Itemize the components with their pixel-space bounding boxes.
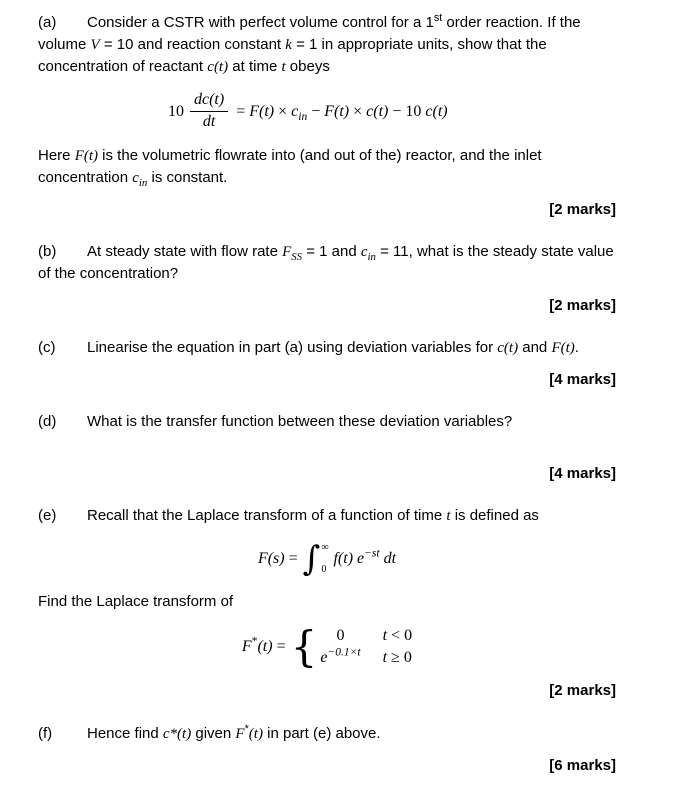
question-d	[38, 411, 616, 485]
cases-grid	[320, 625, 412, 668]
piecewise-lhs: F*(t) =	[241, 635, 286, 656]
fraction-denominator: dt	[202, 112, 216, 130]
equation-piecewise	[38, 621, 616, 671]
question-b-label: (b)	[38, 242, 57, 260]
equation-coefficient: 10	[168, 102, 184, 120]
question-b	[38, 241, 616, 317]
integral-upper-limit: ∞	[321, 542, 329, 554]
question-b-text	[38, 241, 616, 285]
question-f-text	[38, 723, 616, 745]
laplace-lhs: F(s) =	[257, 550, 298, 568]
marks-b: [2 marks]	[549, 296, 616, 314]
integral-lower-limit: 0	[321, 563, 327, 575]
case-1-value: 0	[336, 627, 345, 645]
integral-limits	[321, 539, 328, 579]
question-d-label: (d)	[38, 413, 57, 431]
question-a-text	[38, 12, 616, 78]
question-a-note: Here F(t) is the volumetric flowrate into (and out of the) reactor, and the inlet concentration $c_{in}$ is constant.	[38, 146, 542, 189]
equation-cstr-ode	[168, 90, 616, 133]
question-d-body: What is the transfer function between these deviation variables?	[87, 413, 513, 431]
question-a-intro: Consider a CSTR with perfect volume control for a 1st order reaction. If the volume V = 10 and reaction constant k = 1 in appropriate units, show that the concentration of reactant c(t) at time t obeys	[38, 12, 581, 76]
question-e-label: (e)	[38, 507, 57, 525]
question-e-intro: Recall that the Laplace transform of a function of time t is defined as	[87, 507, 539, 525]
case-2-value: $e^{-0.1\times t}$	[320, 646, 361, 666]
marks-c: [4 marks]	[549, 371, 616, 389]
question-c	[38, 337, 616, 391]
question-f	[38, 723, 616, 777]
question-f-body: Hence find c*(t) given F*(t) in part (e) above.	[87, 722, 381, 742]
marks-d: [4 marks]	[549, 465, 616, 483]
question-e-text	[38, 505, 616, 527]
question-c-body: Linearise the equation in part (a) using deviation variables for c(t) and F(t).	[87, 339, 579, 357]
marks-e: [2 marks]	[549, 682, 616, 700]
question-e	[38, 505, 616, 702]
question-a	[38, 12, 616, 221]
equation-laplace-definition	[38, 539, 616, 579]
equation-rhs: = $F(t) \times c_{in} - F(t) \times c(t) - 10$ c(t)	[236, 102, 448, 123]
marks-f: [6 marks]	[549, 756, 616, 774]
piecewise-cases	[290, 621, 413, 671]
question-e-find-text: Find the Laplace transform of	[38, 593, 234, 611]
integral-symbol	[303, 539, 329, 579]
integral-sign-icon: ∫	[302, 539, 321, 580]
fraction-numerator: dc(t)	[190, 90, 228, 112]
case-2-condition: t ≥ 0	[382, 648, 412, 666]
left-brace-icon: {	[290, 621, 318, 671]
question-a-label: (a)	[38, 14, 57, 31]
marks-a: [2 marks]	[549, 200, 616, 218]
question-c-text	[38, 337, 616, 359]
case-1-condition: t < 0	[382, 627, 413, 645]
question-f-label: (f)	[38, 724, 53, 742]
laplace-integrand: f(t) $e^{-st}$ dt	[333, 548, 397, 568]
question-b-body: At steady state with flow rate $F_{SS} = 1$ and $c_{in} = 11$, what is the steady state value of the concentration?	[38, 242, 614, 282]
derivative-fraction	[190, 90, 228, 133]
question-d-text	[38, 411, 616, 433]
question-c-label: (c)	[38, 339, 56, 357]
